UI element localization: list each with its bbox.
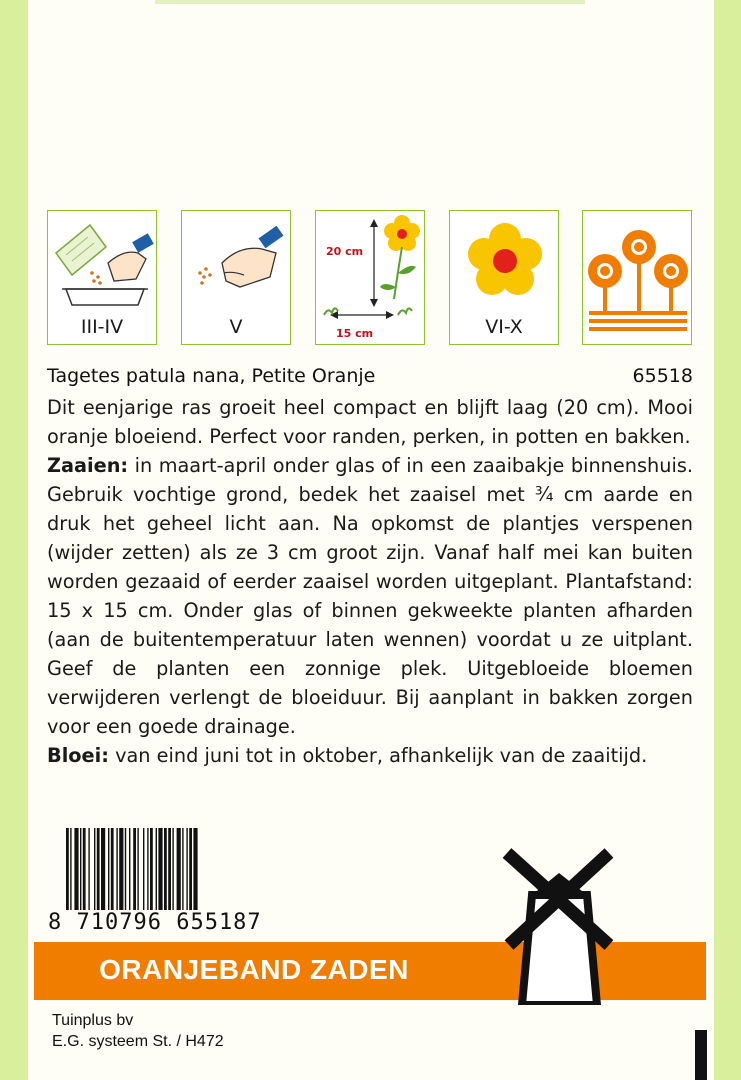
certification: E.G. systeem St. / H472 bbox=[52, 1033, 224, 1050]
barcode-bar bbox=[70, 828, 71, 910]
barcode-bar bbox=[193, 828, 197, 910]
windmill-logo-icon bbox=[497, 845, 622, 1005]
height-label: 20 cm bbox=[326, 245, 364, 258]
barcode-bar bbox=[111, 828, 114, 910]
barcode bbox=[66, 828, 296, 910]
barcode-bar bbox=[137, 828, 138, 910]
flowering-label: VI-X bbox=[485, 316, 523, 338]
product-code: 65518 bbox=[632, 365, 693, 387]
barcode-bar bbox=[143, 828, 144, 910]
barcode-bar bbox=[147, 828, 148, 910]
barcode-bar bbox=[133, 828, 136, 910]
barcode-bar bbox=[182, 828, 183, 910]
barcode-bar bbox=[88, 828, 89, 910]
barcode-bar bbox=[150, 828, 153, 910]
footer bbox=[52, 1010, 224, 1052]
brand-name: ORANJEBAND ZADEN bbox=[99, 954, 409, 985]
sowing-text: in maart-april onder glas of in een zaaibakje binnenshuis. Gebruik vochtige grond, bedek het zaaisel met ¾ cm aarde en druk het geheel licht aan. Na opkomst de plantjes verspenen (wijder zetten) als ze 3 cm groot zijn. Vanaf half mei kan buiten worden gezaaid of eerder zaaisel worden uitgeplant. Plantafstand: 15 x 15 cm. Onder glas of binnen gekweekte planten afharden (aan de buitentemperatuur laten wennen) voordat u ze uitplant. Geef de planten een zonnige plek. Uitgebloeide bloemen verwijderen verlengt de bloeiduur. Bij aanplant in bakken zorgen voor een goede drainage. bbox=[47, 454, 693, 738]
barcode-bar bbox=[74, 828, 78, 910]
print-mark bbox=[695, 1030, 707, 1080]
barcode-bar bbox=[158, 828, 162, 910]
flowering-icon bbox=[449, 210, 559, 345]
barcode-bar bbox=[83, 828, 86, 910]
product-description bbox=[47, 393, 693, 770]
sow-indoors-label: III-IV bbox=[80, 316, 124, 338]
barcode-bar bbox=[66, 828, 69, 910]
flower-bed-icon bbox=[582, 210, 692, 345]
intro-text: Dit eenjarige ras groeit heel compact en blijft laag (20 cm). Mooi oranje bloeiend. Perfect voor randen, perken, in potten en bakken. bbox=[47, 396, 693, 448]
barcode-bar bbox=[186, 828, 187, 910]
barcode-bar bbox=[101, 828, 105, 910]
barcode-bar bbox=[94, 828, 95, 910]
barcode-bar bbox=[80, 828, 81, 910]
width-label: 15 cm bbox=[336, 327, 374, 340]
barcode-bar bbox=[156, 828, 157, 910]
barcode-bar bbox=[168, 828, 171, 910]
barcode-bar bbox=[129, 828, 130, 910]
barcode-bar bbox=[177, 828, 181, 910]
bloom-text: van eind juni tot in oktober, afhankelijk van de zaaitijd. bbox=[108, 744, 648, 767]
barcode-bar bbox=[164, 828, 167, 910]
sowing-label: Zaaien: bbox=[47, 454, 129, 477]
barcode-bar bbox=[172, 828, 173, 910]
bloom-label: Bloei: bbox=[47, 744, 109, 767]
barcode-bar bbox=[97, 828, 100, 910]
plant-spacing-icon bbox=[315, 210, 425, 345]
product-title: Tagetes patula nana, Petite Oranje bbox=[47, 365, 376, 387]
barcode-bar bbox=[116, 828, 117, 910]
barcode-bar bbox=[125, 828, 126, 910]
barcode-bar bbox=[119, 828, 123, 910]
sow-outdoors-icon bbox=[181, 210, 291, 345]
barcode-number: 8 710796 655187 bbox=[48, 910, 262, 935]
sow-outdoors-label: V bbox=[229, 316, 243, 338]
barcode-bar bbox=[108, 828, 109, 910]
top-band bbox=[155, 0, 585, 4]
company-name: Tuinplus bv bbox=[52, 1012, 134, 1029]
barcode-bar bbox=[189, 828, 192, 910]
sow-indoors-icon bbox=[47, 210, 157, 345]
